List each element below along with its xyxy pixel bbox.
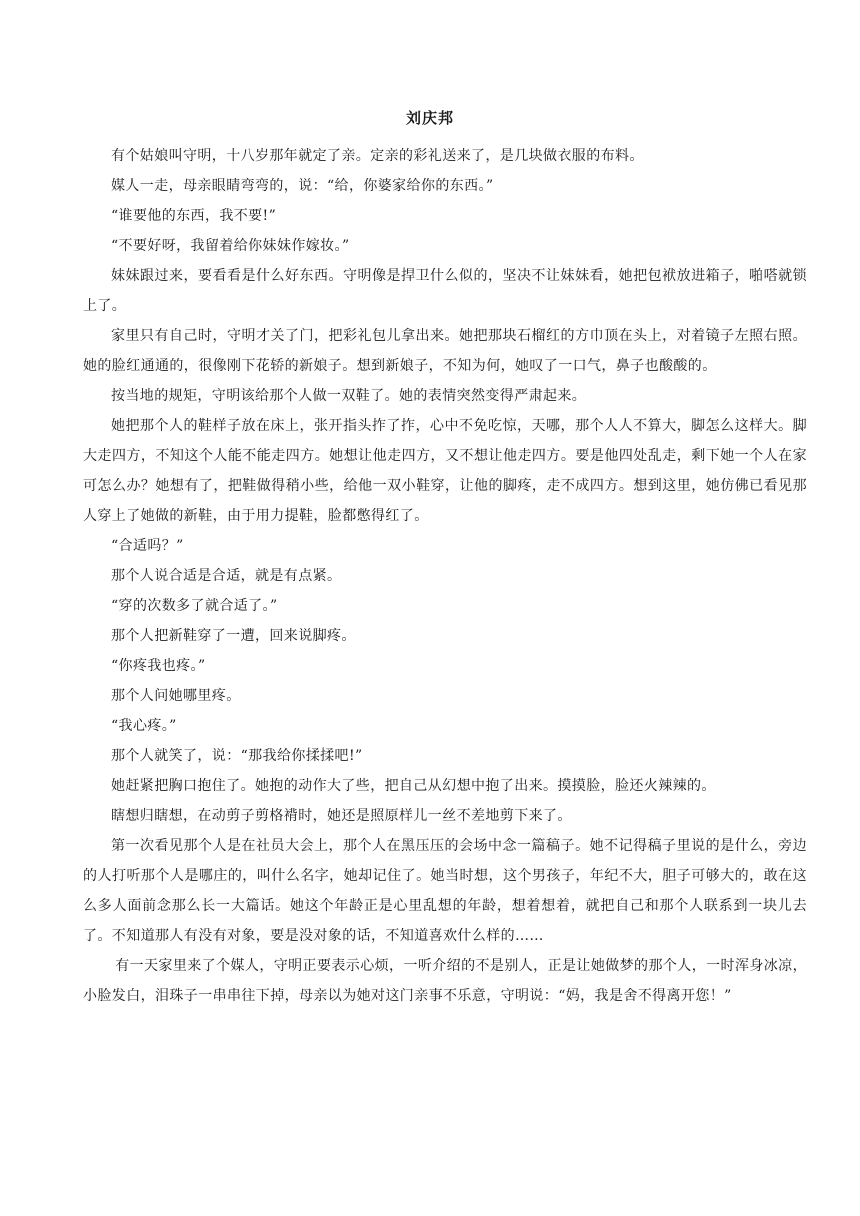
paragraph: “穿的次数多了就合适了。” bbox=[111, 598, 278, 614]
author-name: 刘庆邦 bbox=[405, 109, 454, 127]
story-body bbox=[83, 141, 807, 1011]
paragraph: “谁要他的东西，我不要!” bbox=[111, 208, 277, 224]
paragraph: “你疼我也疼。” bbox=[111, 658, 206, 674]
paragraph: 按当地的规矩，守明该给那个人做一双鞋了。她的表情突然变得严肃起来。 bbox=[111, 388, 587, 404]
paragraph: 那个人就笑了，说：“那我给你揉揉吧!” bbox=[111, 748, 363, 764]
paragraph: 那个人把新鞋穿了一遭，回来说脚疼。 bbox=[111, 628, 356, 644]
paragraph: 那个人说合适是合适，就是有点紧。 bbox=[111, 568, 342, 584]
paragraph: 家里只有自己时，守明才关了门，把彩礼包儿拿出来。她把那块石榴红的方巾顶在头上，对着镜子左照右照。她的脸红通通的，很像刚下花轿的新娘子。想到新娘子，不知为何，她叹了一口气，鼻子也酸酸的。 bbox=[83, 328, 807, 374]
paragraph: 媒人一走，母亲眼睛弯弯的，说：“给，你婆家给你的东西。” bbox=[111, 178, 494, 194]
paragraph: “不要好呀，我留着给你妹妹作嫁妆。” bbox=[111, 238, 350, 254]
paragraph: 有个姑娘叫守明，十八岁那年就定了亲。定亲的彩礼送来了，是几块做衣服的布料。 bbox=[111, 148, 644, 164]
paragraph: 她把那个人的鞋样子放在床上，张开指头拃了拃，心中不免吃惊，天哪，那个人人不算大，脚怎么这样大。脚大走四方，不知这个人能不能走四方。她想让他走四方，又不想让他走四方。要是他四处乱走，剩下她一个人在家可怎么办？她想有了，把鞋做得稍小些，给他一双小鞋穿，让他的脚疼，走不成四方。想到这里，她仿佛已看见那人穿上了她做的新鞋，由于用力提鞋，脸都憋得红了。 bbox=[83, 418, 807, 524]
paragraph: 妹妹跟过来，要看看是什么好东西。守明像是捍卫什么似的，坚决不让妹妹看，她把包袱放进箱子，啪嗒就锁上了。 bbox=[83, 268, 807, 314]
paragraph: “我心疼。” bbox=[111, 718, 177, 734]
paragraph: 第一次看见那个人是在社员大会上，那个人在黑压压的会场中念一篇稿子。她不记得稿子里说的是什么，旁边的人打听那个人是哪庄的，叫什么名字，她却记住了。她当时想，这个男孩子，年纪不大，胆子可够大的，敢在这么多人面前念那么长一大篇话。她这个年龄正是心里乱想的年龄，想着想着，就把自己和那个人联系到一块儿去了。不知道那人有没有对象，要是没对象的话，不知道喜欢什么样的…… bbox=[83, 838, 807, 944]
paragraph: 瞎想归瞎想，在动剪子剪格褙时，她还是照原样儿一丝不差地剪下来了。 bbox=[111, 808, 572, 824]
paragraph: 有一天家里来了个媒人，守明正要表示心烦，一听介绍的不是别人，正是让她做梦的那个人，一时浑身冰凉，小脸发白，泪珠子一串串往下掉，母亲以为她对这门亲事不乐意，守明说：“妈，我是舍不得离开您！” bbox=[83, 958, 807, 1004]
paragraph: 她赶紧把胸口抱住了。她抱的动作大了些，把自己从幻想中抱了出来。摸摸脸，脸还火辣辣的。 bbox=[111, 778, 716, 794]
paragraph: “合适吗？” bbox=[111, 538, 184, 554]
paragraph: 那个人问她哪里疼。 bbox=[111, 688, 241, 704]
